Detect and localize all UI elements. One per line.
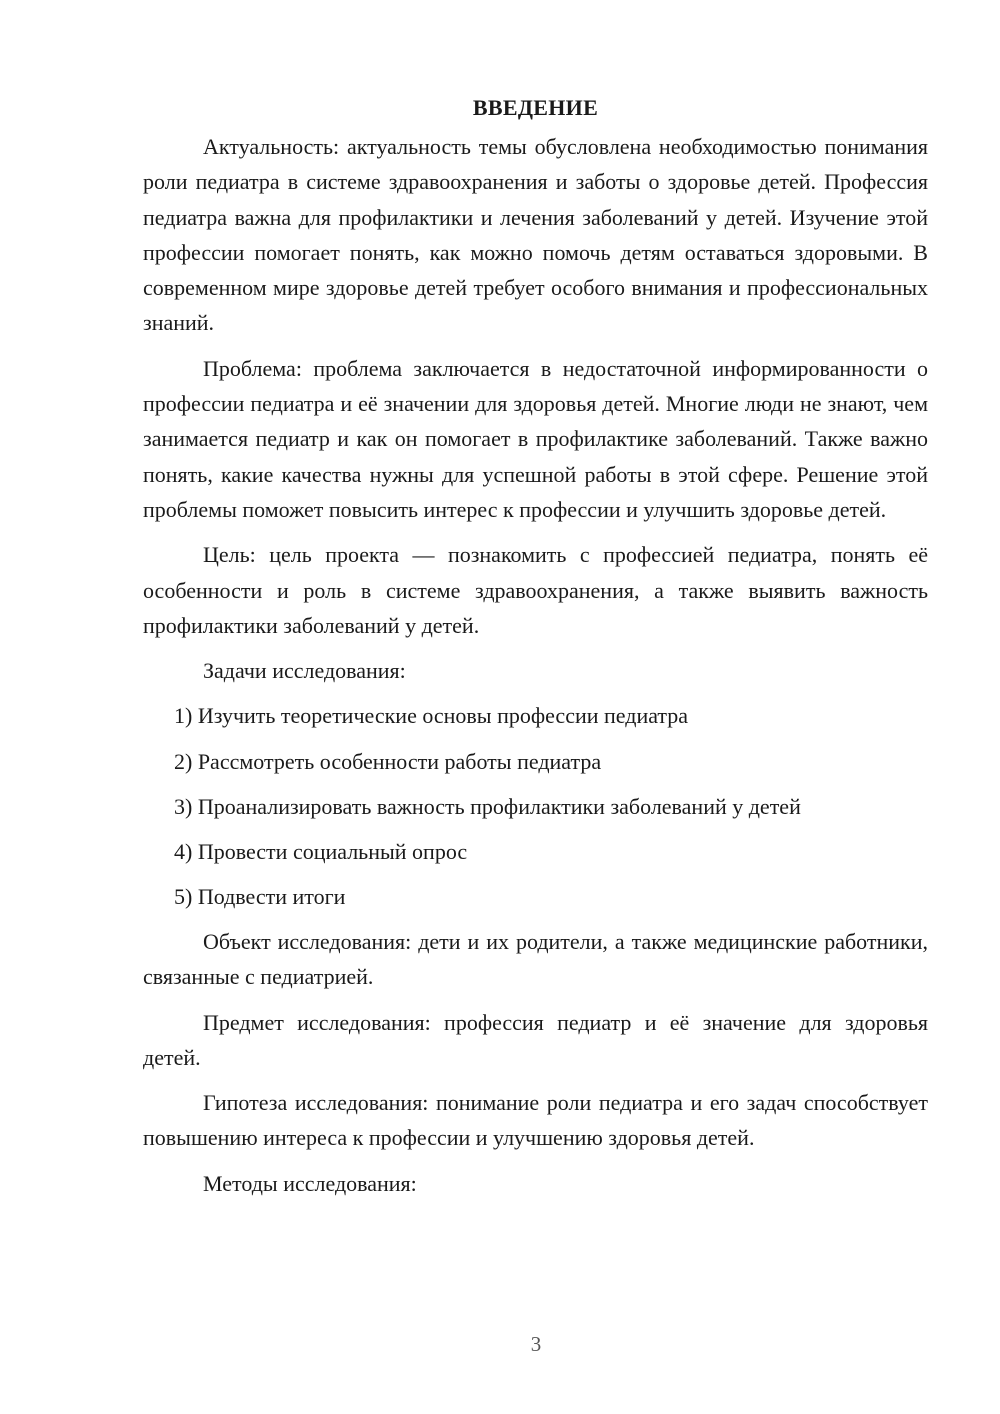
paragraph-hypothesis: Гипотеза исследования: понимание роли педиатра и его задач способствует повышению интереса к профессии и улучшению здоровья детей. bbox=[143, 1090, 928, 1151]
list-item: 5) Подвести итоги bbox=[174, 883, 346, 909]
paragraph-relevance: Актуальность: актуальность темы обусловлена необходимостью понимания роли педиатра в системе здравоохранения и заботы о здоровье детей. Профессия педиатра важна для профилактики и лечения заболеваний у детей. Изучение этой профессии помогает понять, как можно помочь детям оставаться здоровыми. В современном мире здоровье детей требует особого внимания и профессиональных знаний. bbox=[143, 134, 928, 336]
paragraph-methods: Методы исследования: bbox=[203, 1170, 417, 1196]
paragraph-problem: Проблема: проблема заключается в недостаточной информированности о профессии педиатра и её значении для здоровья детей. Многие люди не знают, чем занимается педиатр и как он помогает в профилактике заболеваний. Также важно понять, какие качества нужны для успешной работы в этой сфере. Решение этой проблемы поможет повысить интерес к профессии и улучшить здоровье детей. bbox=[143, 355, 928, 522]
page-title: ВВЕДЕНИЕ bbox=[472, 95, 599, 120]
paragraph-goal: Цель: цель проекта — познакомить с профессией педиатра, понять её особенности и роль в системе здравоохранения, а также выявить важность профилактики заболеваний у детей. bbox=[143, 542, 928, 638]
tasks-list bbox=[143, 698, 928, 914]
paragraph-subject: Предмет исследования: профессия педиатр и её значение для здоровья детей. bbox=[143, 1009, 928, 1070]
list-item: 2) Рассмотреть особенности работы педиатра bbox=[174, 748, 602, 774]
paragraph-object: Объект исследования: дети и их родители, а также медицинские работники, связанные с педиатрией. bbox=[143, 928, 928, 990]
list-item: 4) Провести социальный опрос bbox=[174, 838, 468, 864]
list-item: 3) Проанализировать важность профилактики заболеваний у детей bbox=[174, 793, 801, 819]
tasks-heading: Задачи исследования: bbox=[203, 658, 406, 684]
document-page bbox=[143, 90, 928, 1201]
page-number: 3 bbox=[530, 1332, 542, 1356]
list-item: 1) Изучить теоретические основы профессии педиатра bbox=[174, 703, 689, 729]
